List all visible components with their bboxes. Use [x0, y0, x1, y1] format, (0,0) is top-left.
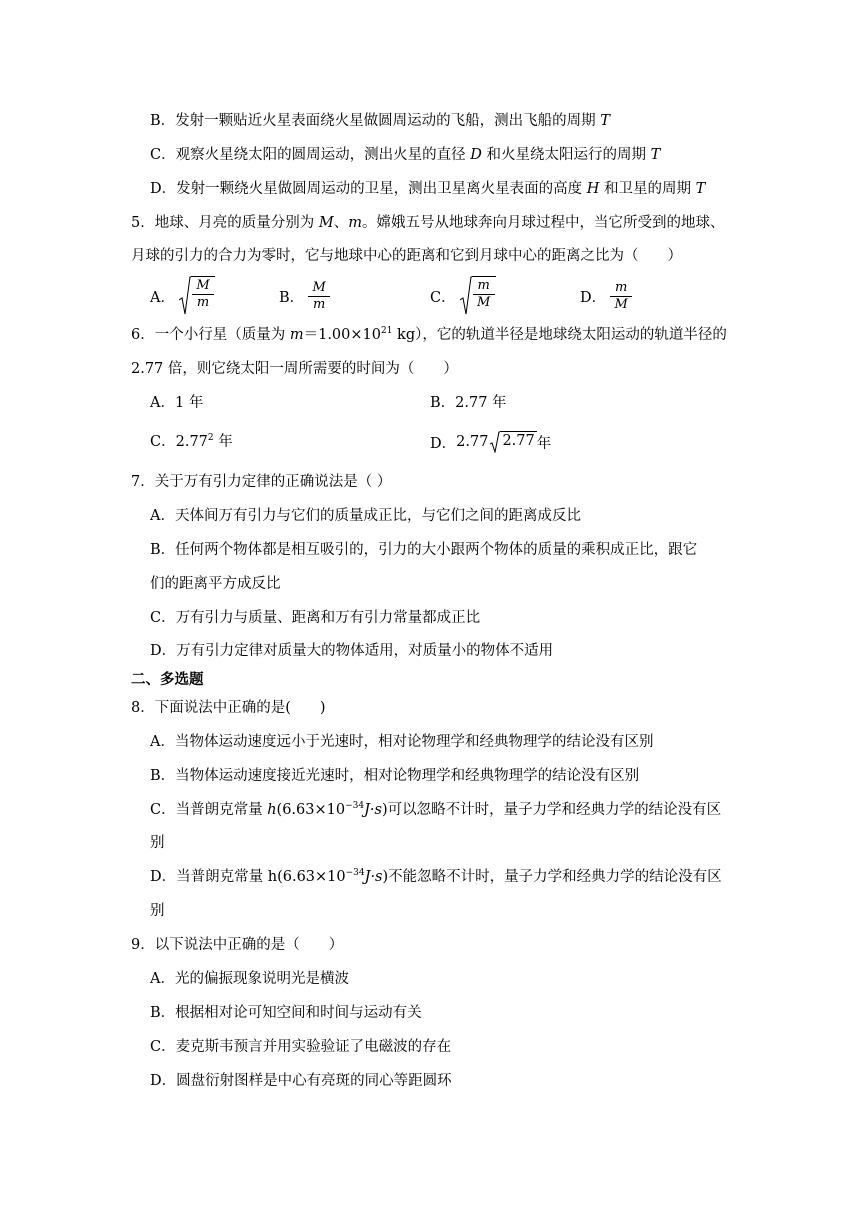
q8-option-c-line1: C．当普朗克常量 $h(6.63\times 10^{-34}J\cdot s)$可以忽略不计时，量子力学和经典力学的结论没有区 — [150, 801, 722, 818]
q9-option-a: A．光的偏振现象说明光是横波 — [150, 971, 349, 987]
q9-option-d: D．圆盘衍射图样是中心有亮斑的同心等距圆环 — [150, 1073, 452, 1089]
q9-option-c: C．麦克斯韦预言并用实验验证了电磁波的存在 — [150, 1039, 452, 1055]
sqrt-sign-icon — [460, 276, 472, 316]
q5-option-d: D． $\frac{m}{M}$ — [580, 276, 630, 316]
q7-option-d: D．万有引力定律对质量大的物体适用，对质量小的物体不适用 — [150, 643, 554, 659]
q8-option-d-line2: 别 — [150, 903, 165, 919]
q5-option-b: B． $\frac{M}{m}$ — [279, 276, 328, 316]
q7-option-b-line1: B．任何两个物体都是相互吸引的，引力的大小跟两个物体的质量的乘积成正比，跟它 — [150, 542, 698, 558]
q5-stem-line1: 5．地球、月亮的质量分别为 M、m。嫦娥五号从地球奔向月球过程中，当它所受到的地球、 — [131, 215, 725, 231]
q6-option-b: B．2.77 年 — [430, 395, 507, 411]
q8-option-a: A．当物体运动速度远小于光速时，相对论物理学和经典物理学的结论没有区别 — [150, 734, 654, 750]
q4-option-c: C．观察火星绕太阳的圆周运动，测出火星的直径 D 和火星绕太阳运行的周期 T — [150, 147, 661, 163]
q7-option-c: C．万有引力与质量、距离和万有引力常量都成正比 — [150, 610, 481, 626]
q9-option-b: B．根据相对论可知空间和时间与运动有关 — [150, 1005, 422, 1021]
section-heading: 二、多选题 — [131, 671, 204, 688]
q5-stem-line2: 月球的引力的合力为零时，它与地球中心的距离和它到月球中心的距离之比为（ ） — [131, 248, 682, 264]
q7-option-b-line2: 们的距离平方成反比 — [150, 576, 281, 592]
q8-option-c-line2: 别 — [150, 835, 165, 851]
q8-stem: 8．下面说法中正确的是( ) — [131, 700, 326, 716]
q5-option-a: A． $\frac{M}{m}$ — [150, 276, 215, 316]
q8-option-b: B．当物体运动速度接近光速时，相对论物理学和经典物理学的结论没有区别 — [150, 768, 640, 784]
q8-option-d-line1: D．当普朗克常量 $h(6.63\times 10^{-34}J\cdot s)$不能忽略不计时，量子力学和经典力学的结论没有区 — [150, 868, 722, 885]
q6-option-a: A．1 年 — [150, 395, 204, 411]
q5-option-c: C． $\frac{m}{M}$ — [430, 276, 496, 316]
q7-option-a: A．天体间万有引力与它们的质量成正比，与它们之间的距离成反比 — [150, 508, 581, 524]
q6-stem-line2: 2.77 倍，则它绕太阳一周所需要的时间为（ ） — [131, 361, 458, 377]
q7-stem: 7．关于万有引力定律的正确说法是（ ） — [131, 474, 392, 490]
q4-option-b: B．发射一颗贴近火星表面绕火星做圆周运动的飞船，测出飞船的周期 T — [150, 113, 610, 129]
q6-option-c: C．2.77$^2$ 年 — [150, 433, 233, 450]
sqrt-sign-icon — [490, 431, 500, 453]
q6-stem-line1: 6．一个小行星（质量为 $m=1.00\times 10^{21}$ kg），它的轨道半径是地球绕太阳运动的轨道半径的 — [131, 326, 727, 343]
sqrt-sign-icon — [179, 276, 191, 316]
q9-stem: 9．以下说法中正确的是（ ） — [131, 937, 344, 953]
q6-option-d: D． 2.77 2.77 年 — [430, 433, 552, 452]
q4-option-d: D．发射一颗绕火星做圆周运动的卫星，测出卫星离火星表面的高度 H 和卫星的周期 T — [150, 181, 706, 197]
